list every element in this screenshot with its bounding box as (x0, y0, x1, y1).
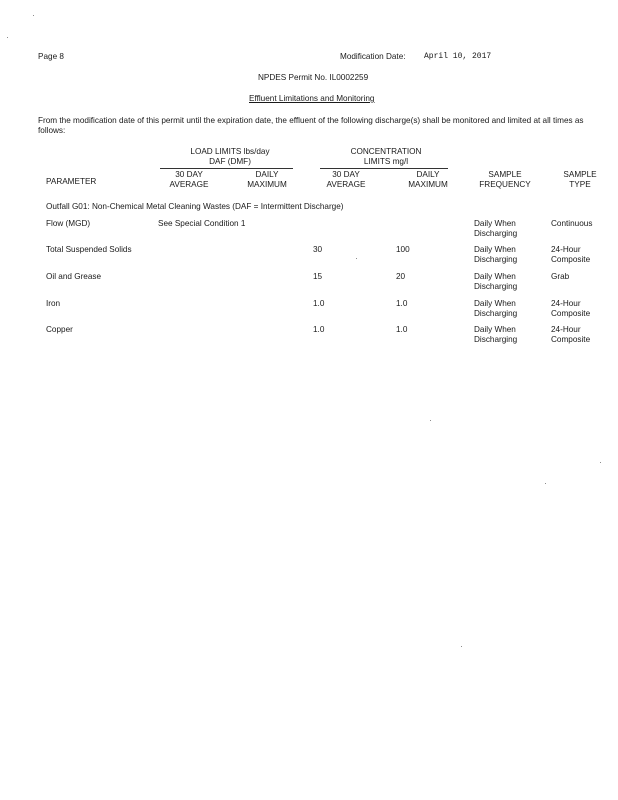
concentration-units: LIMITS mg/l (363, 157, 409, 166)
row-parameter: Flow (MGD) (46, 219, 91, 228)
row-conc-maximum: 1.0 (396, 325, 408, 334)
section-title: Effluent Limitations and Monitoring (249, 94, 375, 103)
row-parameter: Total Suspended Solids (46, 245, 132, 254)
row-frequency: Daily When Discharging (474, 299, 518, 318)
scan-speck (461, 646, 462, 647)
row-sample-type: 24-Hour Composite (551, 325, 591, 344)
row-conc-average: 1.0 (313, 299, 325, 308)
row-frequency: Daily When Discharging (474, 245, 518, 264)
row-conc-maximum: 100 (396, 245, 410, 254)
row-sample-type: 24-Hour Composite (551, 299, 591, 318)
row-conc-average: 30 (313, 245, 323, 254)
load-limits-rule (160, 168, 293, 169)
scan-speck (600, 462, 601, 463)
scan-speck (545, 483, 546, 484)
row-conc-average: 15 (313, 272, 323, 281)
intro-paragraph: From the modification date of this permit until the expiration date, the effluent of the following discharge(s) shall be monitored and limited at all times as follows: (38, 116, 584, 135)
row-parameter: Oil and Grease (46, 272, 102, 281)
row-load-note: See Special Condition 1 (158, 219, 246, 228)
load-limits-header: LOAD LIMITS lbs/day (190, 147, 270, 156)
row-parameter: Iron (46, 299, 61, 308)
modification-date-label: Modification Date: (340, 52, 406, 61)
modification-date-value: April 10, 2017 (424, 52, 492, 61)
row-parameter: Copper (46, 325, 73, 334)
scan-speck (430, 420, 431, 421)
column-load-30day: 30 DAY AVERAGE (169, 170, 209, 189)
row-frequency: Daily When Discharging (474, 219, 518, 238)
column-sample-frequency: SAMPLE FREQUENCY (479, 170, 531, 189)
row-conc-average: 1.0 (313, 325, 325, 334)
row-sample-type: Grab (551, 272, 570, 281)
column-conc-30day: 30 DAY AVERAGE (326, 170, 366, 189)
scan-speck (356, 258, 357, 259)
row-sample-type: Continuous (551, 219, 593, 228)
column-sample-type: SAMPLE TYPE (563, 170, 597, 189)
outfall-description: Outfall G01: Non-Chemical Metal Cleaning Wastes (DAF = Intermittent Discharge) (46, 202, 344, 211)
row-sample-type: 24-Hour Composite (551, 245, 591, 264)
row-frequency: Daily When Discharging (474, 272, 518, 291)
permit-number: NPDES Permit No. IL0002259 (258, 73, 369, 82)
load-limits-dmf: DAF (DMF) (209, 157, 251, 166)
scan-speck (7, 37, 8, 38)
concentration-rule (320, 168, 448, 169)
row-frequency: Daily When Discharging (474, 325, 518, 344)
concentration-header: CONCENTRATION (350, 147, 422, 156)
column-parameter: PARAMETER (46, 177, 97, 186)
row-conc-maximum: 1.0 (396, 299, 408, 308)
page-number: Page 8 (38, 52, 64, 61)
column-load-daily-max: DAILY MAXIMUM (247, 170, 287, 189)
row-conc-maximum: 20 (396, 272, 406, 281)
scan-speck (33, 15, 34, 16)
column-conc-daily-max: DAILY MAXIMUM (408, 170, 448, 189)
